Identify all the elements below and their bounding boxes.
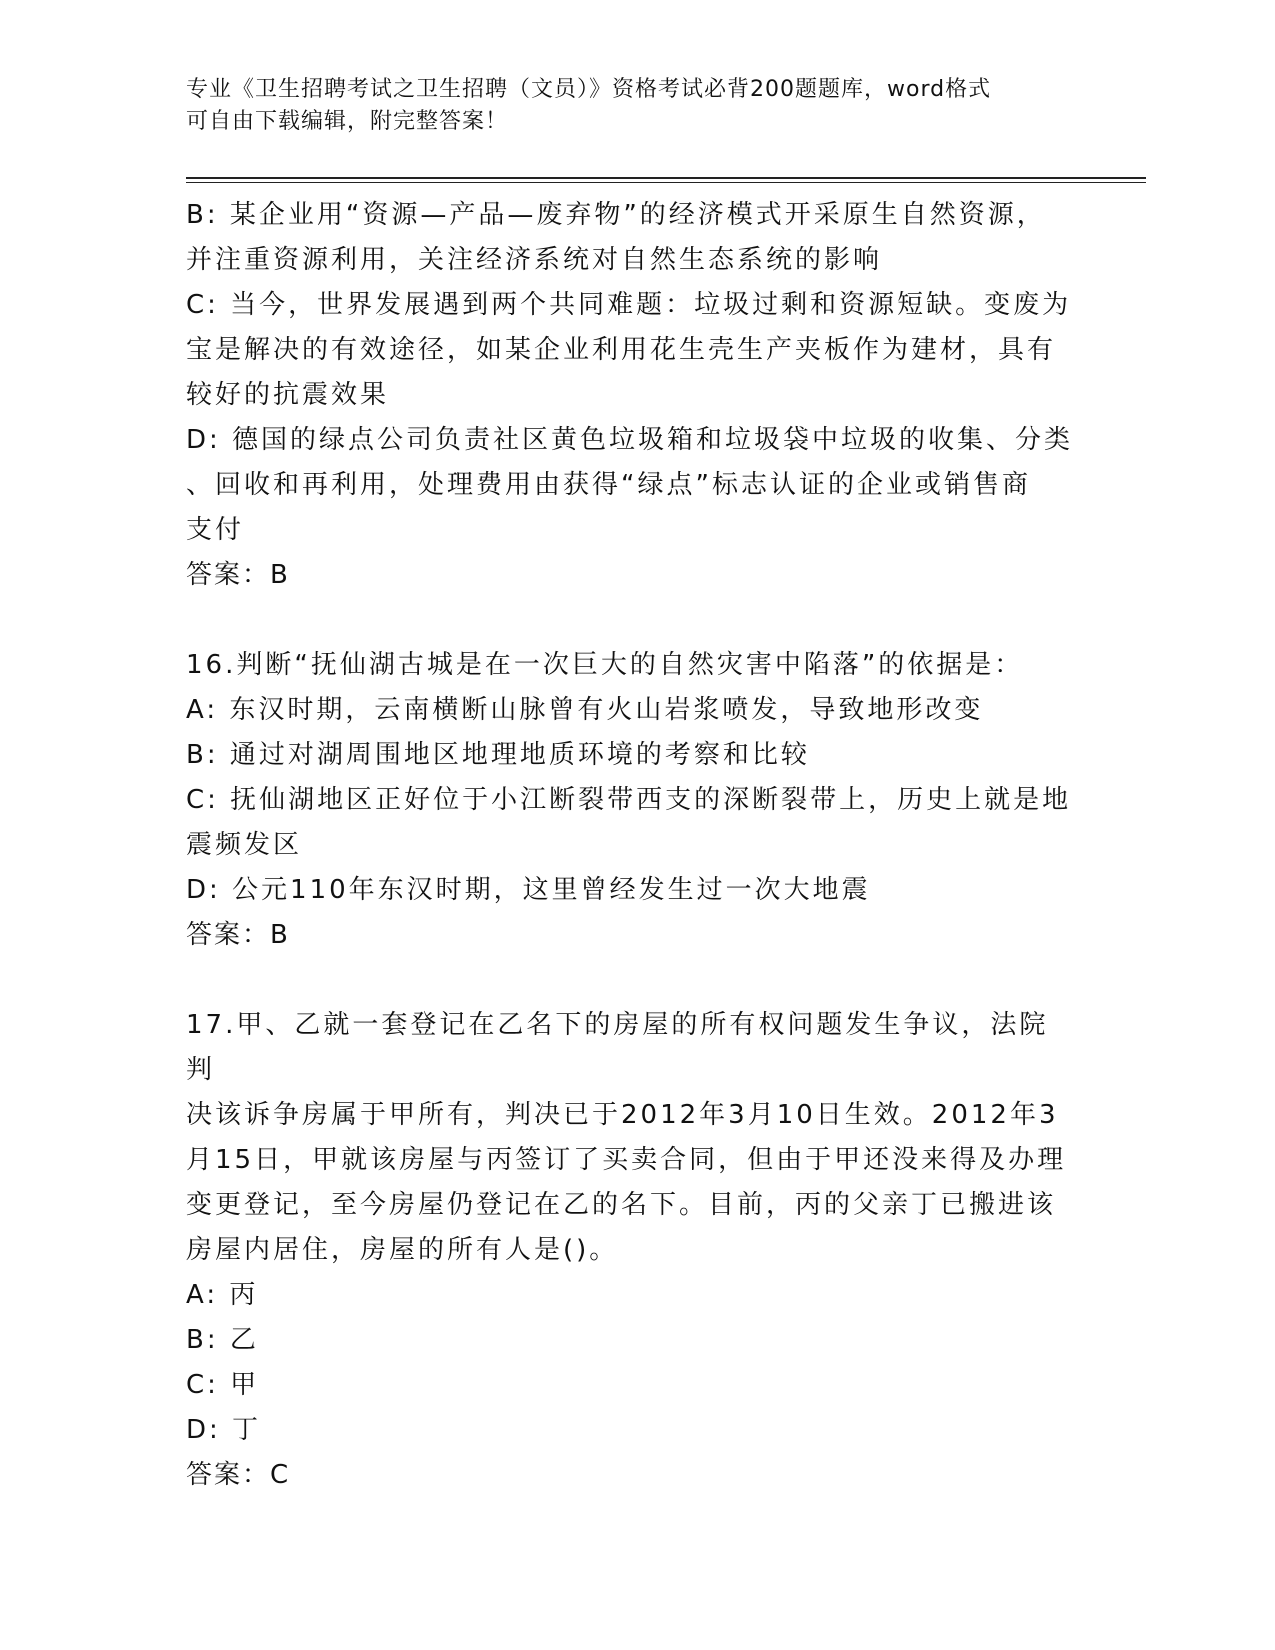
q17-stem-line-4: 变更登记，至今房屋仍登记在乙的名下。目前，丙的父亲丁已搬进该 [186, 1190, 1057, 1220]
q16-stem: 16.判断“抚仙湖古城是在一次巨大的自然灾害中陷落”的依据是： [186, 650, 1024, 680]
document-header [186, 74, 1086, 138]
q15-answer: 答案：B [186, 560, 290, 590]
q17-stem-line-5: 房屋内居住，房屋的所有人是()。 [186, 1235, 619, 1265]
q17-stem-line-1: 17.甲、乙就一套登记在乙名下的房屋的所有权问题发生争议，法院判 [186, 1010, 1049, 1085]
spacer [186, 598, 1076, 643]
q17-stem-line-3: 月15日，甲就该房屋与丙签订了买卖合同，但由于甲还没来得及办理 [186, 1145, 1067, 1175]
q15-option-c-line-1: C: 当今，世界发展遇到两个共同难题：垃圾过剩和资源短缺。变废为 [186, 290, 1072, 320]
q17-stem-line-2: 决该诉争房属于甲所有，判决已于2012年3月10日生效。2012年3 [186, 1100, 1059, 1130]
header-line-2: 可自由下载编辑，附完整答案！ [186, 109, 509, 134]
q17-option-d: D: 丁 [186, 1415, 262, 1445]
q17-option-b: B: 乙 [186, 1325, 259, 1355]
q16-option-c-line-1: C: 抚仙湖地区正好位于小江断裂带西支的深断裂带上，历史上就是地 [186, 785, 1072, 815]
q17-option-c: C: 甲 [186, 1370, 260, 1400]
q17-option-a: A: 丙 [186, 1280, 259, 1310]
q16-option-c-line-2: 震频发区 [186, 830, 303, 860]
header-rule-thick [186, 177, 1146, 179]
q15-option-b-line-2: 并注重资源利用，关注经济系统对自然生态系统的影响 [186, 245, 883, 275]
question-body [186, 193, 1076, 1498]
q16-answer: 答案：B [186, 920, 290, 950]
q16-option-d: D: 公元110年东汉时期，这里曾经发生过一次大地震 [186, 875, 871, 905]
header-line-1: 专业《卫生招聘考试之卫生招聘（文员）》资格考试必背200题题库，word格式 [186, 77, 992, 102]
header-rule-thin [186, 182, 1146, 183]
q15-option-b-line-1: B: 某企业用“资源—产品—废弃物”的经济模式开采原生自然资源， [186, 200, 1046, 230]
q15-option-d-line-1: D: 德国的绿点公司负责社区黄色垃圾箱和垃圾袋中垃圾的收集、分类 [186, 425, 1074, 455]
q15-option-c-line-3: 较好的抗震效果 [186, 380, 390, 410]
q16-option-a: A: 东汉时期，云南横断山脉曾有火山岩浆喷发，导致地形改变 [186, 695, 984, 725]
q15-option-d-line-2: 、回收和再利用，处理费用由获得“绿点”标志认证的企业或销售商 [186, 470, 1031, 500]
q15-option-c-line-2: 宝是解决的有效途径，如某企业利用花生壳生产夹板作为建材，具有 [186, 335, 1057, 365]
q16-option-b: B: 通过对湖周围地区地理地质环境的考察和比较 [186, 740, 810, 770]
q15-option-d-line-3: 支付 [186, 515, 245, 545]
q17-answer: 答案：C [186, 1460, 291, 1490]
spacer [186, 958, 1076, 1003]
